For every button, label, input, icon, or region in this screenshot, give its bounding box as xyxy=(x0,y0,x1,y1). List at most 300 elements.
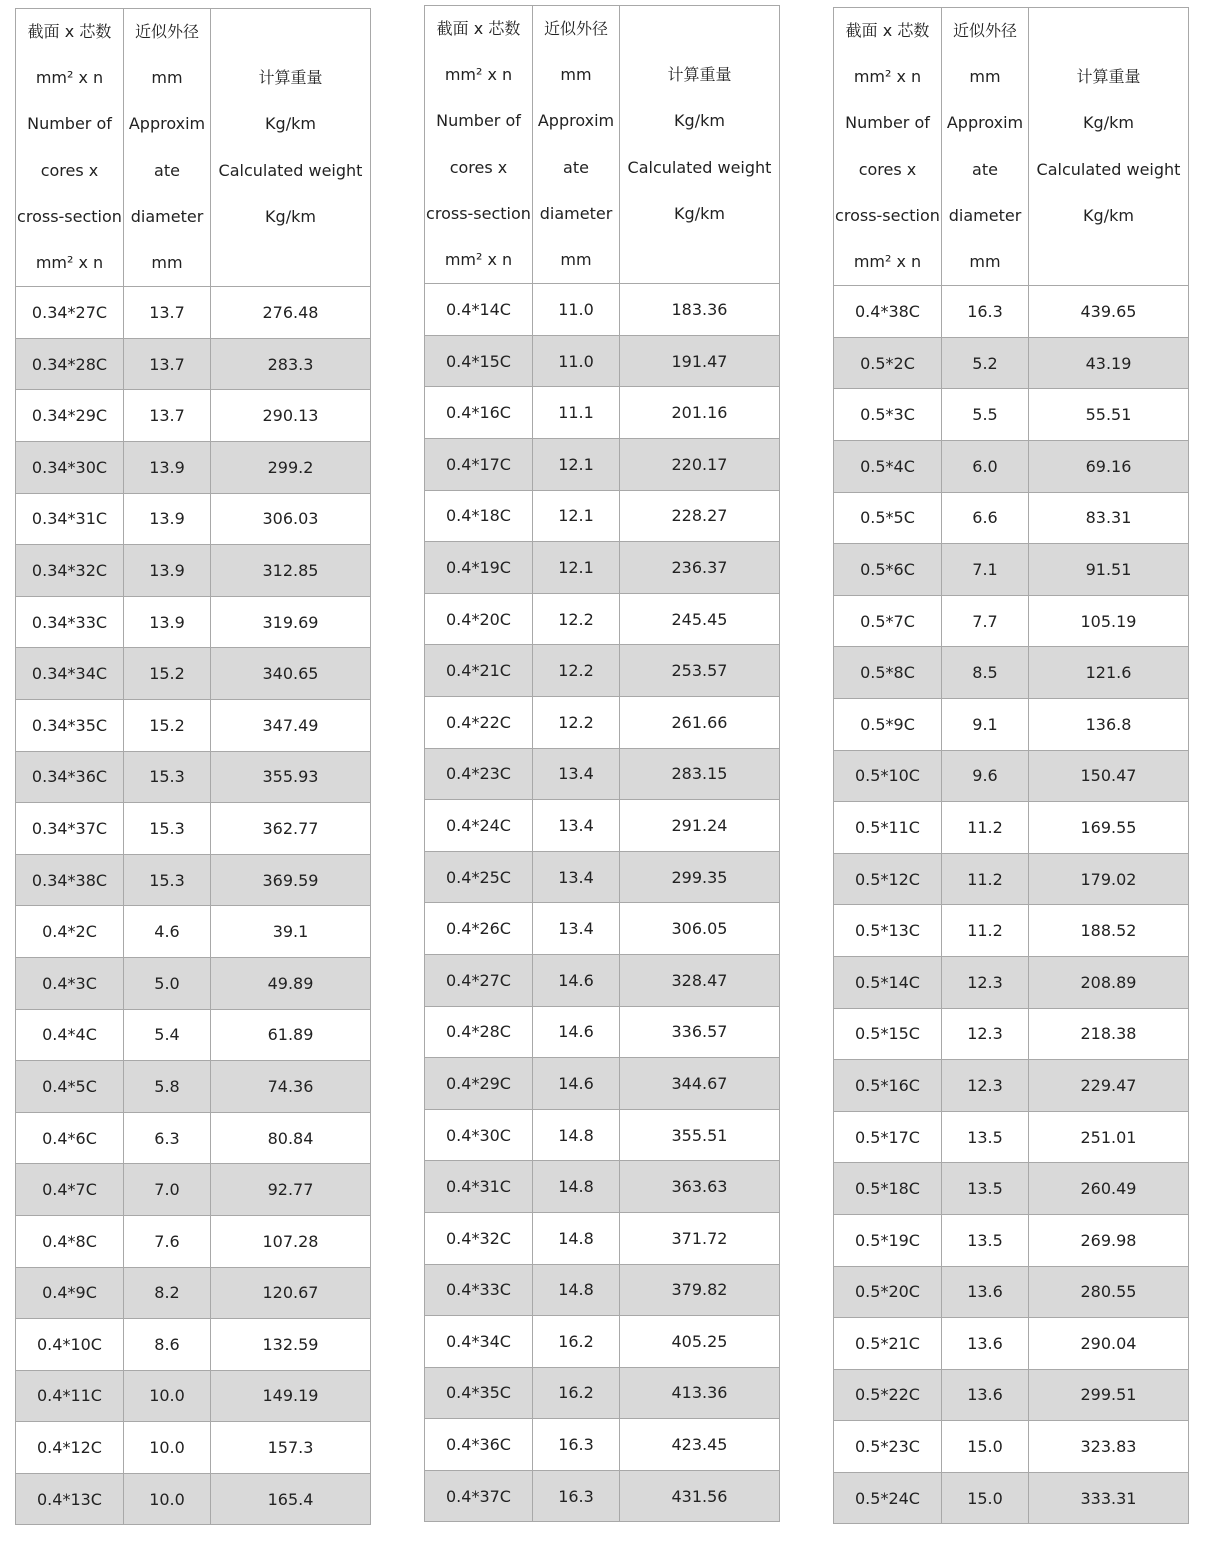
table-row xyxy=(425,800,780,852)
cell-cross-section: 0.4*28C xyxy=(425,1006,533,1058)
header-cross-section-line: 截面 x 芯数 xyxy=(845,21,930,40)
table-row xyxy=(834,647,1189,699)
table-row xyxy=(16,1267,371,1319)
cell-diameter: 9.6 xyxy=(942,750,1029,802)
header-diameter-line: ate xyxy=(563,157,589,177)
header-cross-section-line: mm² x n xyxy=(853,67,922,87)
cell-diameter: 5.2 xyxy=(942,337,1029,389)
cell-diameter: 7.7 xyxy=(942,595,1029,647)
cell-weight: 261.66 xyxy=(620,696,780,748)
cell-weight: 49.89 xyxy=(211,957,371,1009)
cell-weight: 121.6 xyxy=(1029,647,1189,699)
cell-weight: 149.19 xyxy=(211,1370,371,1422)
table-row xyxy=(16,1370,371,1422)
cell-cross-section: 0.5*9C xyxy=(834,698,942,750)
cell-diameter: 16.2 xyxy=(533,1316,620,1368)
cell-cross-section: 0.34*27C xyxy=(16,287,124,339)
table-row xyxy=(16,1009,371,1061)
table-row xyxy=(16,1473,371,1525)
cell-weight: 269.98 xyxy=(1029,1214,1189,1266)
header-weight-line: Kg/km xyxy=(1083,113,1134,133)
cell-cross-section: 0.5*10C xyxy=(834,750,942,802)
cell-weight: 276.48 xyxy=(211,287,371,339)
header-weight-line: Kg/km xyxy=(674,203,725,223)
table-row xyxy=(425,1212,780,1264)
cell-weight: 105.19 xyxy=(1029,595,1189,647)
cell-cross-section: 0.4*38C xyxy=(834,286,942,338)
cell-weight: 229.47 xyxy=(1029,1060,1189,1112)
header-diameter-line: mm xyxy=(151,253,183,273)
table-row xyxy=(834,1421,1189,1473)
header-cross-section-line: 截面 x 芯数 xyxy=(27,22,112,41)
cell-diameter: 12.1 xyxy=(533,439,620,491)
header-weight xyxy=(211,9,371,287)
cell-diameter: 12.3 xyxy=(942,1060,1029,1112)
header-cross-section-line: cores x xyxy=(858,159,917,179)
header-diameter-line: 近似外径 xyxy=(543,19,608,38)
cell-weight: 43.19 xyxy=(1029,337,1189,389)
table-row xyxy=(16,1215,371,1267)
cell-weight: 120.67 xyxy=(211,1267,371,1319)
cell-weight: 179.02 xyxy=(1029,853,1189,905)
table-row xyxy=(834,389,1189,441)
cell-weight: 74.36 xyxy=(211,1061,371,1113)
cell-diameter: 12.1 xyxy=(533,542,620,594)
table-row xyxy=(834,1472,1189,1524)
table-row xyxy=(16,493,371,545)
cell-weight: 80.84 xyxy=(211,1112,371,1164)
cell-cross-section: 0.34*29C xyxy=(16,390,124,442)
table-row xyxy=(834,595,1189,647)
cell-cross-section: 0.5*14C xyxy=(834,956,942,1008)
header-weight-line: Calculated weight xyxy=(627,157,772,177)
header-diameter-line: mm xyxy=(969,252,1001,272)
cell-cross-section: 0.4*19C xyxy=(425,542,533,594)
cell-weight: 355.51 xyxy=(620,1109,780,1161)
cell-diameter: 15.2 xyxy=(124,648,211,700)
cell-cross-section: 0.4*9C xyxy=(16,1267,124,1319)
cell-diameter: 16.3 xyxy=(533,1419,620,1471)
cell-cross-section: 0.4*7C xyxy=(16,1164,124,1216)
cell-diameter: 13.9 xyxy=(124,596,211,648)
header-diameter-line: diameter xyxy=(948,205,1022,225)
cell-weight: 291.24 xyxy=(620,800,780,852)
header-diameter xyxy=(124,9,211,287)
header-cross-section-line: cross-section xyxy=(17,206,122,226)
cell-weight: 362.77 xyxy=(211,803,371,855)
cell-weight: 340.65 xyxy=(211,648,371,700)
table-row xyxy=(16,854,371,906)
cell-diameter: 13.4 xyxy=(533,903,620,955)
cell-cross-section: 0.5*13C xyxy=(834,905,942,957)
header-weight-line: Kg/km xyxy=(265,206,316,226)
header-cross-section xyxy=(16,9,124,287)
header-row xyxy=(16,9,371,287)
cell-cross-section: 0.5*21C xyxy=(834,1318,942,1370)
header-row xyxy=(834,8,1189,286)
cell-weight: 208.89 xyxy=(1029,956,1189,1008)
header-diameter xyxy=(942,8,1029,286)
header-cross-section-line: cross-section xyxy=(835,205,940,225)
header-cross-section-line: mm² x n xyxy=(35,253,104,273)
cell-cross-section: 0.5*17C xyxy=(834,1111,942,1163)
cell-diameter: 13.4 xyxy=(533,851,620,903)
table-row xyxy=(834,750,1189,802)
cell-diameter: 10.0 xyxy=(124,1422,211,1474)
table-row xyxy=(425,593,780,645)
cell-cross-section: 0.34*34C xyxy=(16,648,124,700)
cell-weight: 165.4 xyxy=(211,1473,371,1525)
cell-weight: 423.45 xyxy=(620,1419,780,1471)
cell-cross-section: 0.5*16C xyxy=(834,1060,942,1112)
cell-weight: 333.31 xyxy=(1029,1472,1189,1524)
table-row xyxy=(425,542,780,594)
cell-diameter: 16.2 xyxy=(533,1367,620,1419)
cell-weight: 188.52 xyxy=(1029,905,1189,957)
table-row xyxy=(834,905,1189,957)
table-row xyxy=(16,1164,371,1216)
cell-cross-section: 0.4*29C xyxy=(425,1058,533,1110)
cell-diameter: 14.8 xyxy=(533,1161,620,1213)
cell-weight: 69.16 xyxy=(1029,441,1189,493)
table-row xyxy=(425,1367,780,1419)
cell-weight: 283.15 xyxy=(620,748,780,800)
cell-diameter: 7.0 xyxy=(124,1164,211,1216)
cell-cross-section: 0.34*35C xyxy=(16,699,124,751)
table-row xyxy=(16,1061,371,1113)
cell-diameter: 13.5 xyxy=(942,1111,1029,1163)
cell-diameter: 6.0 xyxy=(942,441,1029,493)
cell-weight: 228.27 xyxy=(620,490,780,542)
cell-cross-section: 0.5*15C xyxy=(834,1008,942,1060)
cell-weight: 157.3 xyxy=(211,1422,371,1474)
cell-cross-section: 0.5*4C xyxy=(834,441,942,493)
cell-cross-section: 0.5*12C xyxy=(834,853,942,905)
table-row xyxy=(834,1369,1189,1421)
cell-weight: 328.47 xyxy=(620,954,780,1006)
table-row xyxy=(425,387,780,439)
cell-weight: 344.67 xyxy=(620,1058,780,1110)
cell-diameter: 12.3 xyxy=(942,956,1029,1008)
table-row xyxy=(16,648,371,700)
header-diameter-line: Approxim xyxy=(946,113,1024,133)
header-cross-section-line: mm² x n xyxy=(444,65,513,85)
cell-cross-section: 0.4*3C xyxy=(16,957,124,1009)
cell-weight: 363.63 xyxy=(620,1161,780,1213)
cell-diameter: 11.2 xyxy=(942,853,1029,905)
cell-cross-section: 0.4*27C xyxy=(425,954,533,1006)
table-row xyxy=(16,803,371,855)
cell-diameter: 13.7 xyxy=(124,287,211,339)
cell-weight: 290.13 xyxy=(211,390,371,442)
cell-diameter: 12.2 xyxy=(533,696,620,748)
cell-cross-section: 0.5*20C xyxy=(834,1266,942,1318)
cell-cross-section: 0.4*4C xyxy=(16,1009,124,1061)
header-cross-section-line: Number of xyxy=(845,113,930,133)
table-row xyxy=(425,1316,780,1368)
cell-diameter: 4.6 xyxy=(124,906,211,958)
cell-diameter: 5.4 xyxy=(124,1009,211,1061)
cell-cross-section: 0.4*10C xyxy=(16,1319,124,1371)
header-weight-line: 计算重量 xyxy=(258,68,323,88)
header-cross-section xyxy=(834,8,942,286)
cell-cross-section: 0.5*18C xyxy=(834,1163,942,1215)
table-row xyxy=(16,906,371,958)
cell-weight: 83.31 xyxy=(1029,492,1189,544)
cell-cross-section: 0.34*31C xyxy=(16,493,124,545)
cell-diameter: 12.2 xyxy=(533,593,620,645)
cell-weight: 299.51 xyxy=(1029,1369,1189,1421)
cell-diameter: 8.6 xyxy=(124,1319,211,1371)
cell-diameter: 10.0 xyxy=(124,1370,211,1422)
table-row xyxy=(16,1422,371,1474)
header-cross-section-line: mm² x n xyxy=(35,68,104,88)
cell-diameter: 5.5 xyxy=(942,389,1029,441)
cell-cross-section: 0.5*24C xyxy=(834,1472,942,1524)
cell-diameter: 14.6 xyxy=(533,954,620,1006)
table-row xyxy=(16,751,371,803)
cell-cross-section: 0.5*23C xyxy=(834,1421,942,1473)
header-diameter xyxy=(533,6,620,284)
table-row xyxy=(834,1266,1189,1318)
table-row xyxy=(425,1161,780,1213)
table-row xyxy=(834,1060,1189,1112)
header-diameter-line: Approxim xyxy=(537,111,615,131)
cell-weight: 306.05 xyxy=(620,903,780,955)
cell-weight: 413.36 xyxy=(620,1367,780,1419)
table-row xyxy=(16,442,371,494)
cell-diameter: 14.6 xyxy=(533,1006,620,1058)
header-row xyxy=(425,6,780,284)
cell-weight: 136.8 xyxy=(1029,698,1189,750)
header-cross-section-line: cores x xyxy=(449,157,508,177)
cell-cross-section: 0.5*8C xyxy=(834,647,942,699)
cell-weight: 55.51 xyxy=(1029,389,1189,441)
cell-weight: 245.45 xyxy=(620,593,780,645)
header-diameter-line: diameter xyxy=(130,206,204,226)
cell-diameter: 14.8 xyxy=(533,1109,620,1161)
header-diameter-line: diameter xyxy=(539,203,613,223)
table-row xyxy=(425,645,780,697)
cell-diameter: 13.6 xyxy=(942,1266,1029,1318)
cell-cross-section: 0.4*8C xyxy=(16,1215,124,1267)
header-diameter-line: 近似外径 xyxy=(134,22,199,41)
table-row xyxy=(16,338,371,390)
cell-cross-section: 0.4*21C xyxy=(425,645,533,697)
table-row xyxy=(425,1470,780,1522)
cell-weight: 91.51 xyxy=(1029,544,1189,596)
cell-diameter: 13.9 xyxy=(124,442,211,494)
cell-weight: 236.37 xyxy=(620,542,780,594)
cell-cross-section: 0.34*36C xyxy=(16,751,124,803)
cell-cross-section: 0.34*37C xyxy=(16,803,124,855)
cell-cross-section: 0.4*14C xyxy=(425,284,533,336)
table-row xyxy=(834,1008,1189,1060)
header-diameter-line: Approxim xyxy=(128,114,206,134)
header-cross-section-line: mm² x n xyxy=(853,252,922,272)
cell-weight: 319.69 xyxy=(211,596,371,648)
cell-diameter: 7.1 xyxy=(942,544,1029,596)
cell-diameter: 12.1 xyxy=(533,490,620,542)
cell-weight: 283.3 xyxy=(211,338,371,390)
cable-table-2 xyxy=(424,5,780,1522)
cell-diameter: 10.0 xyxy=(124,1473,211,1525)
cell-diameter: 13.5 xyxy=(942,1163,1029,1215)
cell-diameter: 14.6 xyxy=(533,1058,620,1110)
table-row xyxy=(16,545,371,597)
cell-diameter: 13.4 xyxy=(533,748,620,800)
table-row xyxy=(16,287,371,339)
cell-weight: 290.04 xyxy=(1029,1318,1189,1370)
header-diameter-line: 近似外径 xyxy=(952,21,1017,40)
table-row xyxy=(425,954,780,1006)
cell-diameter: 11.1 xyxy=(533,387,620,439)
header-weight-line: 计算重量 xyxy=(667,65,732,85)
table-row xyxy=(425,696,780,748)
cell-diameter: 14.8 xyxy=(533,1264,620,1316)
cell-cross-section: 0.5*22C xyxy=(834,1369,942,1421)
cell-cross-section: 0.4*11C xyxy=(16,1370,124,1422)
cell-cross-section: 0.5*6C xyxy=(834,544,942,596)
table-row xyxy=(834,544,1189,596)
table-row xyxy=(425,903,780,955)
cell-cross-section: 0.4*16C xyxy=(425,387,533,439)
header-weight-line: Calculated weight xyxy=(218,160,363,180)
cell-weight: 369.59 xyxy=(211,854,371,906)
header-cross-section-line: Number of xyxy=(27,114,112,134)
cell-diameter: 11.0 xyxy=(533,335,620,387)
cell-weight: 183.36 xyxy=(620,284,780,336)
cell-weight: 431.56 xyxy=(620,1470,780,1522)
cell-weight: 218.38 xyxy=(1029,1008,1189,1060)
cell-diameter: 6.6 xyxy=(942,492,1029,544)
cell-weight: 251.01 xyxy=(1029,1111,1189,1163)
cell-cross-section: 0.5*5C xyxy=(834,492,942,544)
cell-diameter: 16.3 xyxy=(533,1470,620,1522)
table-row xyxy=(834,337,1189,389)
cell-cross-section: 0.4*36C xyxy=(425,1419,533,1471)
cell-weight: 150.47 xyxy=(1029,750,1189,802)
cell-cross-section: 0.5*19C xyxy=(834,1214,942,1266)
table-row xyxy=(834,286,1189,338)
cell-diameter: 8.5 xyxy=(942,647,1029,699)
cell-cross-section: 0.5*7C xyxy=(834,595,942,647)
table-row xyxy=(425,1058,780,1110)
table-row xyxy=(425,1264,780,1316)
cell-diameter: 12.3 xyxy=(942,1008,1029,1060)
cell-cross-section: 0.34*38C xyxy=(16,854,124,906)
cell-diameter: 13.7 xyxy=(124,390,211,442)
cell-cross-section: 0.4*30C xyxy=(425,1109,533,1161)
cell-cross-section: 0.4*24C xyxy=(425,800,533,852)
cell-weight: 132.59 xyxy=(211,1319,371,1371)
cell-weight: 220.17 xyxy=(620,439,780,491)
cell-weight: 280.55 xyxy=(1029,1266,1189,1318)
cell-cross-section: 0.4*6C xyxy=(16,1112,124,1164)
cell-diameter: 9.1 xyxy=(942,698,1029,750)
cell-cross-section: 0.4*23C xyxy=(425,748,533,800)
header-cross-section-line: cores x xyxy=(40,160,99,180)
cell-cross-section: 0.4*13C xyxy=(16,1473,124,1525)
cell-cross-section: 0.34*30C xyxy=(16,442,124,494)
cell-cross-section: 0.4*5C xyxy=(16,1061,124,1113)
cell-weight: 299.2 xyxy=(211,442,371,494)
cell-cross-section: 0.4*31C xyxy=(425,1161,533,1213)
cell-diameter: 13.5 xyxy=(942,1214,1029,1266)
cell-cross-section: 0.5*2C xyxy=(834,337,942,389)
cell-weight: 306.03 xyxy=(211,493,371,545)
cell-weight: 347.49 xyxy=(211,699,371,751)
cell-cross-section: 0.34*32C xyxy=(16,545,124,597)
table-row xyxy=(834,1214,1189,1266)
cell-cross-section: 0.4*33C xyxy=(425,1264,533,1316)
table-row xyxy=(425,1419,780,1471)
header-diameter-line: ate xyxy=(972,159,998,179)
header-cross-section-line: Number of xyxy=(436,111,521,131)
cell-diameter: 13.4 xyxy=(533,800,620,852)
table-row xyxy=(16,596,371,648)
table-row xyxy=(834,441,1189,493)
header-weight-line: Calculated weight xyxy=(1036,159,1181,179)
header-diameter-line: mm xyxy=(560,250,592,270)
cell-diameter: 5.0 xyxy=(124,957,211,1009)
cell-diameter: 11.2 xyxy=(942,905,1029,957)
cell-cross-section: 0.5*3C xyxy=(834,389,942,441)
cable-table-1 xyxy=(15,8,371,1525)
table-row xyxy=(425,284,780,336)
cell-cross-section: 0.4*17C xyxy=(425,439,533,491)
header-diameter-line: ate xyxy=(154,160,180,180)
cell-weight: 39.1 xyxy=(211,906,371,958)
cell-cross-section: 0.34*28C xyxy=(16,338,124,390)
table-row xyxy=(834,1318,1189,1370)
header-weight xyxy=(1029,8,1189,286)
header-diameter-line: mm xyxy=(969,67,1001,87)
cell-cross-section: 0.4*25C xyxy=(425,851,533,903)
table-row xyxy=(425,490,780,542)
cell-cross-section: 0.4*26C xyxy=(425,903,533,955)
table-row xyxy=(834,853,1189,905)
table-row xyxy=(425,335,780,387)
cell-cross-section: 0.4*22C xyxy=(425,696,533,748)
cell-weight: 379.82 xyxy=(620,1264,780,1316)
table-row xyxy=(834,1163,1189,1215)
table-row xyxy=(16,957,371,1009)
cell-weight: 323.83 xyxy=(1029,1421,1189,1473)
table-row xyxy=(425,851,780,903)
header-weight-line: Kg/km xyxy=(674,111,725,131)
table-row xyxy=(425,1006,780,1058)
table-row xyxy=(834,698,1189,750)
table-row xyxy=(834,492,1189,544)
cell-diameter: 13.7 xyxy=(124,338,211,390)
cell-diameter: 16.3 xyxy=(942,286,1029,338)
header-cross-section-line: mm² x n xyxy=(444,250,513,270)
cell-cross-section: 0.4*34C xyxy=(425,1316,533,1368)
header-weight-line: Kg/km xyxy=(1083,205,1134,225)
cell-weight: 61.89 xyxy=(211,1009,371,1061)
header-weight-line: Kg/km xyxy=(265,114,316,134)
cell-cross-section: 0.4*37C xyxy=(425,1470,533,1522)
cell-weight: 201.16 xyxy=(620,387,780,439)
cell-diameter: 11.2 xyxy=(942,802,1029,854)
table-row xyxy=(834,1111,1189,1163)
cell-diameter: 14.8 xyxy=(533,1212,620,1264)
cell-cross-section: 0.4*2C xyxy=(16,906,124,958)
cell-diameter: 11.0 xyxy=(533,284,620,336)
cell-weight: 92.77 xyxy=(211,1164,371,1216)
header-cross-section xyxy=(425,6,533,284)
